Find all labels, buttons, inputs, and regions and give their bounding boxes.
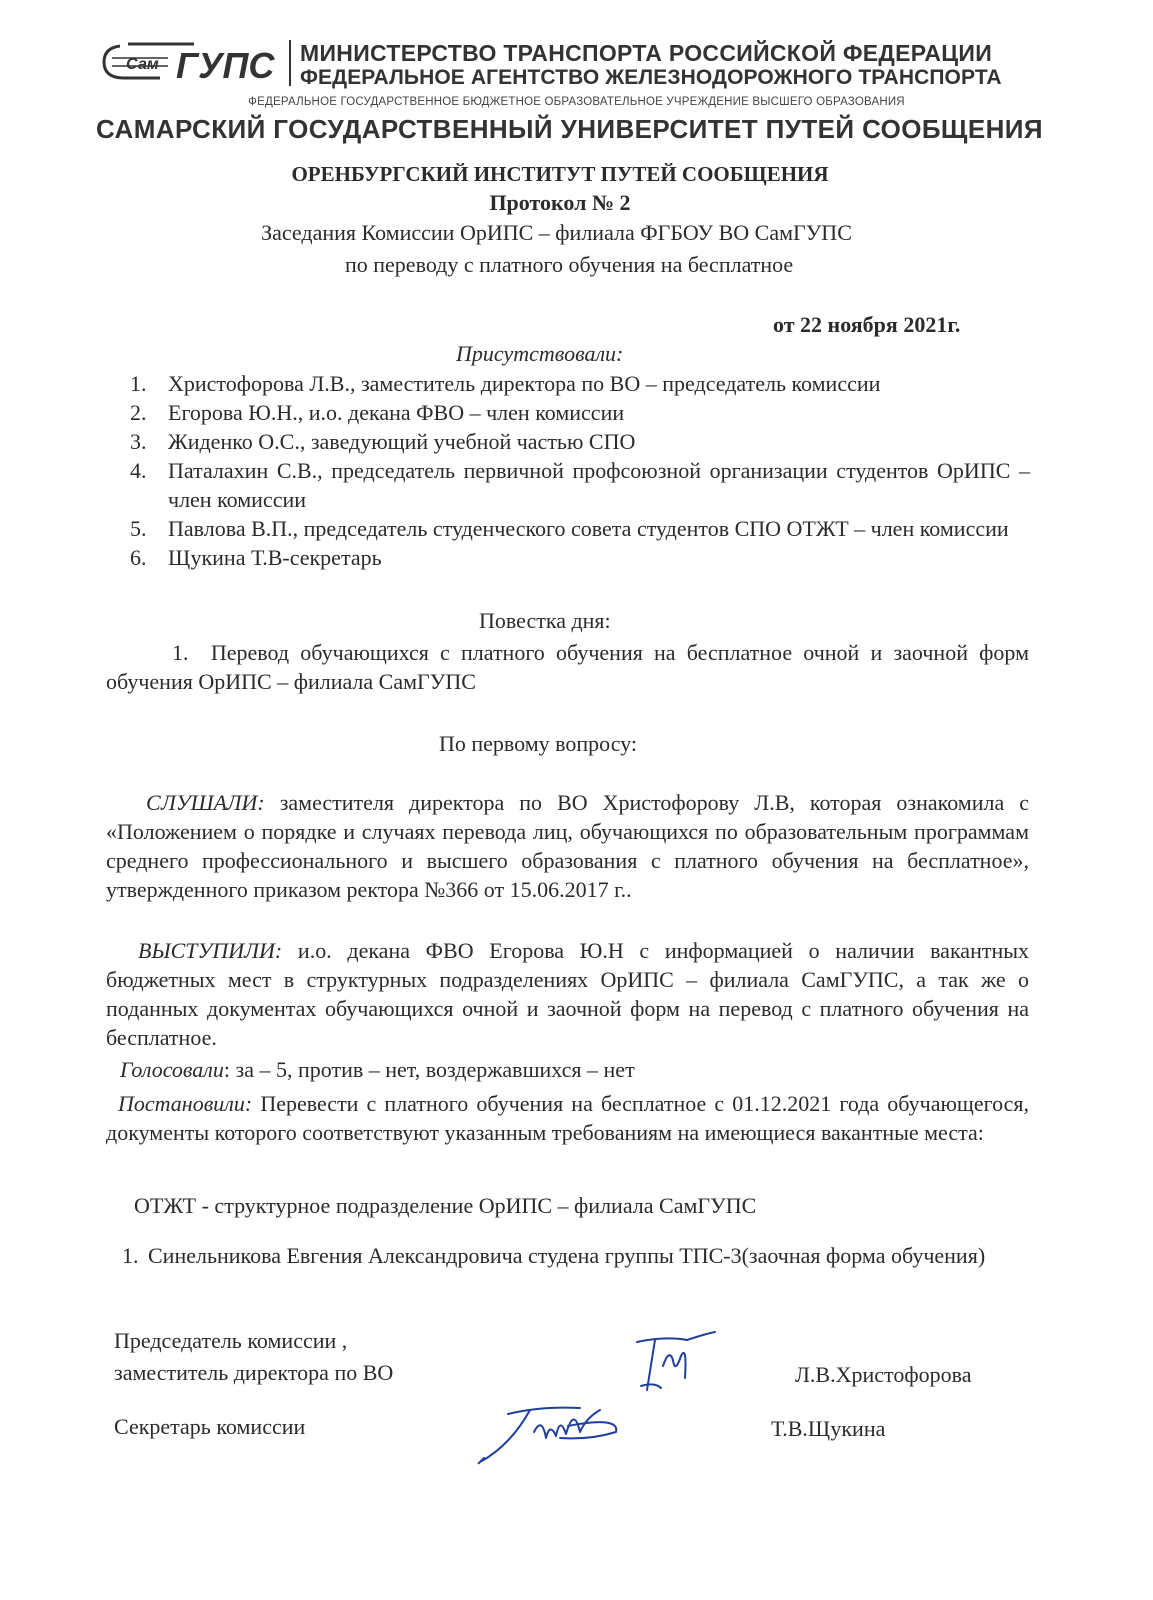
secretary-name: Т.В.Щукина [771, 1416, 886, 1441]
logo-sam-text: Сам [126, 56, 159, 73]
ministry-title: МИНИСТЕРСТВО ТРАНСПОРТА РОССИЙСКОЙ ФЕДЕРАЦИИ [300, 40, 993, 66]
voted-text: : за – 5, против – нет, воздержавшихся – нет [223, 1057, 635, 1082]
resolved-paragraph [106, 1089, 1029, 1147]
list-item: 3. Жиденко О.С., заведующий учебной частью СПО [130, 429, 636, 454]
student-number: 1. [122, 1243, 139, 1268]
agency-title: ФЕДЕРАЛЬНОЕ АГЕНТСТВО ЖЕЛЕЗНОДОРОЖНОГО ТРАНСПОРТА [300, 66, 1002, 89]
list-item: 5. Павлова В.П., председатель студенческого совета студентов СПО ОТЖТ – член комиссии [130, 516, 1009, 541]
heard-text: заместителя директора по ВО Христофорову Л.В, которая ознакомила с «Положением о порядке и случаях перевода лиц, обучающихся по образовательным программам среднего профессионального и высшего образования с платного обучения на бесплатное», утвержденного приказом ректора №366 от 15.06.2017 г.. [106, 790, 1029, 902]
student-text: Синельникова Евгения Александровича студена группы ТПС-3(заочная форма обучения) [148, 1243, 986, 1268]
protocol-number: Протокол № 2 [489, 190, 631, 215]
agenda-item-number: 1. [172, 640, 189, 665]
resolved-text: Перевести с платного обучения на бесплатное с 01.12.2021 года обучающегося, документы которого соответствуют указанным требованиям на имеющиеся вакантные места: [106, 1091, 1030, 1145]
list-item: 6. Щукина Т.В-секретарь [130, 545, 382, 570]
meeting-title-line2: по переводу с платного обучения на бесплатное [345, 252, 794, 277]
list-item: 4. Паталахин С.В., председатель первичной профсоюзной организации студентов ОрИПС – член комиссии [130, 458, 1030, 512]
spoke-paragraph [106, 936, 1029, 1052]
secretary-signature [470, 1396, 630, 1476]
voted-label: Голосовали [120, 1057, 224, 1082]
chair-name: Л.В.Христофорова [795, 1362, 972, 1387]
resolved-label: Постановили: [118, 1091, 253, 1116]
institution-type: ФЕДЕРАЛЬНОЕ ГОСУДАРСТВЕННОЕ БЮДЖЕТНОЕ ОБРАЗОВАТЕЛЬНОЕ УЧРЕЖДЕНИЕ ВЫСШЕГО ОБРАЗОВАНИЯ [248, 96, 905, 108]
chair-title-line2: заместитель директора по ВО [114, 1360, 394, 1385]
attendees-list [130, 369, 1030, 572]
agenda-item [106, 638, 1029, 696]
heard-label: СЛУШАЛИ: [146, 790, 265, 815]
agenda-item-text: Перевод обучающихся с платного обучения на бесплатное очной и заочной форм обучения ОрИПС – филиала СамГУПС [106, 640, 1029, 694]
spoke-label: ВЫСТУПИЛИ: [138, 938, 283, 963]
university-title: САМАРСКИЙ ГОСУДАРСТВЕННЫЙ УНИВЕРСИТЕТ ПУТЕЙ СООБЩЕНИЯ [96, 114, 1043, 144]
logo-gups-text: ГУПС [176, 45, 275, 86]
department-line: ОТЖТ - структурное подразделение ОрИПС – филиала СамГУПС [134, 1193, 757, 1218]
chair-title-line1: Председатель комиссии , [114, 1328, 348, 1353]
first-question-heading: По первому вопросу: [439, 731, 638, 756]
heard-paragraph [106, 788, 1029, 904]
list-item: 1. Христофорова Л.В., заместитель директора по ВО – председатель комиссии [130, 371, 881, 396]
spoke-text: и.о. декана ФВО Егорова Ю.Н с информацией о наличии вакантных бюджетных мест в структурных подразделениях ОрИПС – филиала СамГУПС, а так же о поданных документах обучающихся очной и заочной форм на перевод с платного обучения на бесплатное. [106, 938, 1030, 1050]
voted-paragraph [106, 1055, 1029, 1084]
meeting-title-line1: Заседания Комиссии ОрИПС – филиала ФГБОУ ВО СамГУПС [261, 220, 852, 245]
student-item [122, 1241, 1032, 1270]
letterhead-divider [289, 40, 291, 86]
attendees-title: Присутствовали: [456, 341, 624, 366]
list-item: 2. Егорова Ю.Н., и.о. декана ФВО – член комиссии [130, 400, 625, 425]
samgups-logo [98, 36, 284, 88]
protocol-date: от 22 ноября 2021г. [773, 312, 961, 337]
chair-signature [625, 1326, 720, 1396]
agenda-title: Повестка дня: [479, 608, 611, 633]
secretary-title: Секретарь комиссии [114, 1414, 306, 1439]
institute-title: ОРЕНБУРГСКИЙ ИНСТИТУТ ПУТЕЙ СООБЩЕНИЯ [291, 162, 829, 186]
